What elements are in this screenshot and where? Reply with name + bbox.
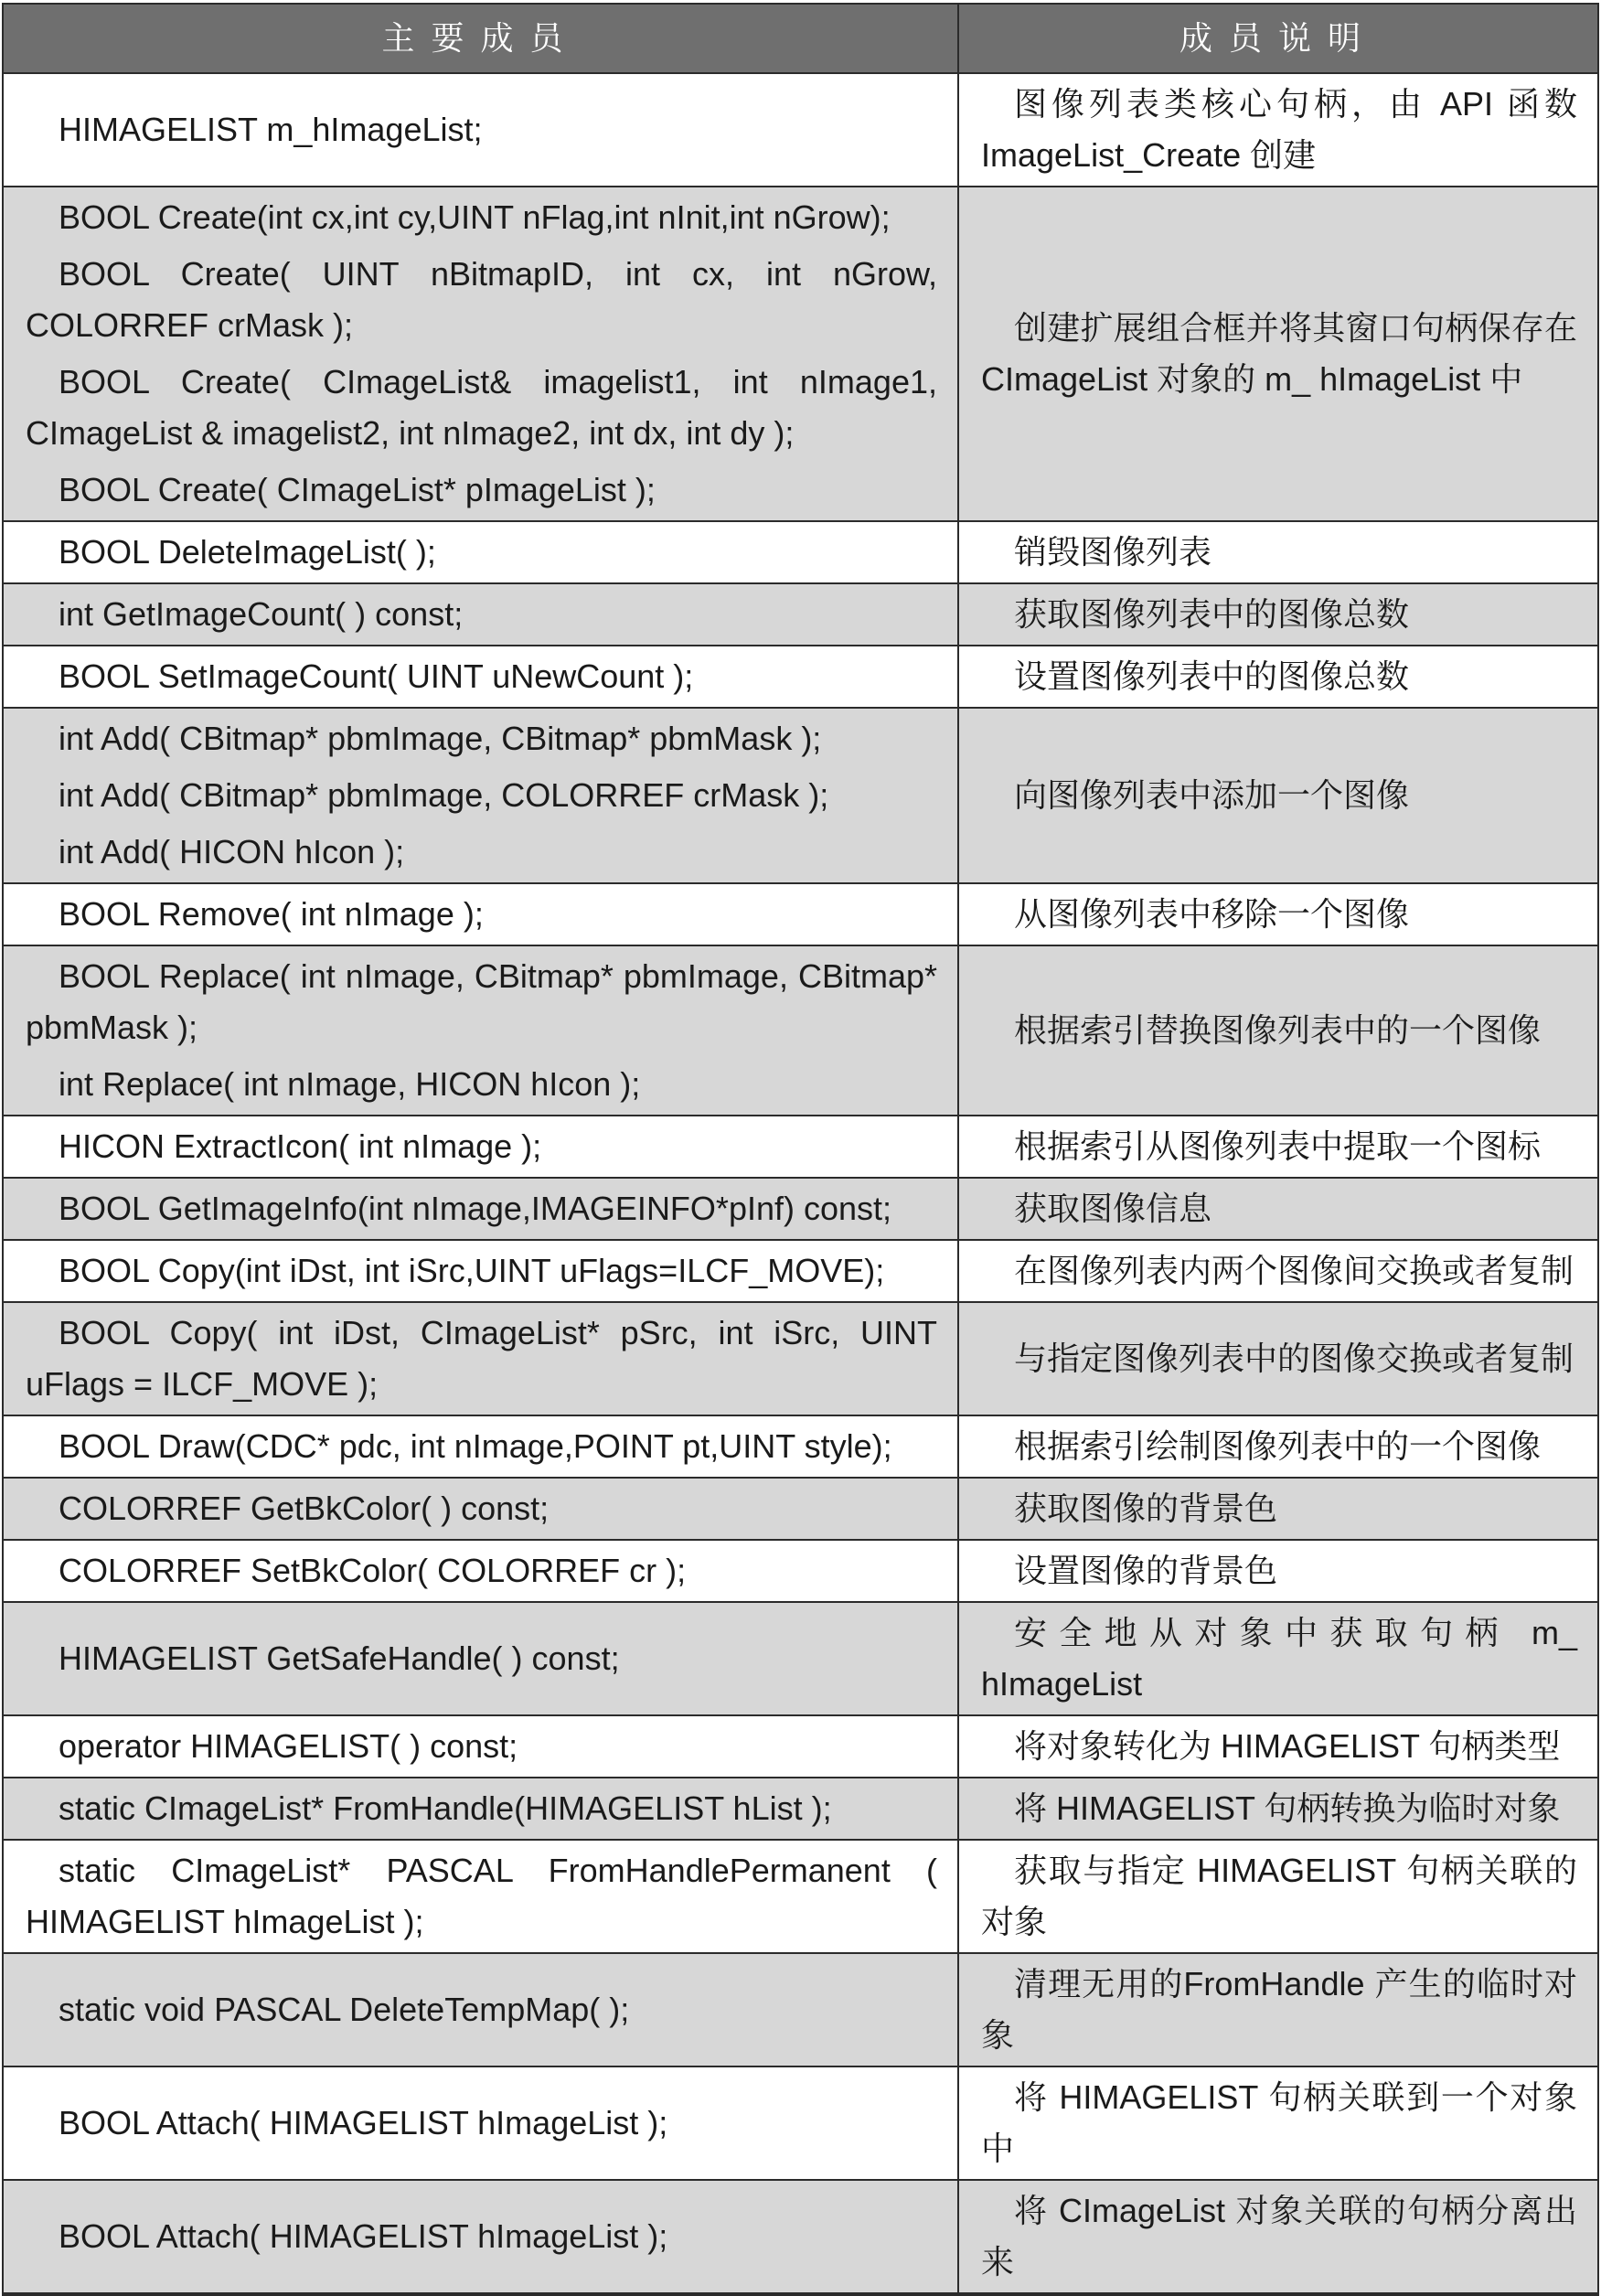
description-cell xyxy=(958,1302,1598,1415)
table-row xyxy=(3,1116,1598,1178)
member-line: operator HIMAGELIST( ) const; xyxy=(59,1727,518,1765)
description-cell xyxy=(958,883,1598,945)
member-line: BOOL Attach( HIMAGELIST hImageList ); xyxy=(59,2104,668,2141)
description-text: 创建扩展组合框并将其窗口句柄保存在 CImageList 对象的 m_ hImageList 中 xyxy=(981,309,1577,398)
member-line: int Add( CBitmap* pbmImage, COLORREF crMask ); xyxy=(59,776,829,814)
member-line: static void PASCAL DeleteTempMap( ); xyxy=(59,1991,630,2028)
member-line: BOOL GetImageInfo(int nImage,IMAGEINFO*pInf) const; xyxy=(59,1190,892,1227)
member-line: BOOL Draw(CDC* pdc, int nImage,POINT pt,UINT style); xyxy=(59,1427,892,1465)
member-line: static CImageList* PASCAL FromHandlePermanent ( HIMAGELIST hImageList ); xyxy=(26,1852,937,1940)
description-text: 获取图像信息 xyxy=(1014,1190,1212,1227)
member-cell xyxy=(3,1478,958,1540)
description-text: 将 HIMAGELIST 句柄转换为临时对象 xyxy=(1014,1789,1561,1827)
description-text: 获取与指定 HIMAGELIST 句柄关联的对象 xyxy=(981,1852,1577,1940)
member-cell xyxy=(3,2180,958,2294)
description-text: 销毁图像列表 xyxy=(1014,533,1212,571)
member-line: COLORREF SetBkColor( COLORREF cr ); xyxy=(59,1552,687,1589)
member-line: BOOL Create( UINT nBitmapID, int cx, int nGrow, COLORREF crMask ); xyxy=(26,255,937,344)
description-cell xyxy=(958,1178,1598,1240)
table-row xyxy=(3,883,1598,945)
table-row xyxy=(3,1240,1598,1302)
description-cell xyxy=(958,1953,1598,2066)
member-line: int GetImageCount( ) const; xyxy=(59,595,464,633)
member-line: static CImageList* FromHandle(HIMAGELIST hList ); xyxy=(59,1789,832,1827)
members-table xyxy=(2,3,1599,2296)
table-row xyxy=(3,1602,1598,1715)
description-cell xyxy=(958,1840,1598,1953)
member-cell xyxy=(3,1715,958,1778)
member-cell xyxy=(3,1778,958,1840)
member-line: BOOL DeleteImageList( ); xyxy=(59,533,436,571)
member-cell xyxy=(3,1302,958,1415)
member-cell xyxy=(3,1415,958,1478)
description-text: 获取图像的背景色 xyxy=(1014,1490,1278,1527)
table-row xyxy=(3,1840,1598,1953)
description-cell xyxy=(958,1778,1598,1840)
description-cell xyxy=(958,73,1598,187)
description-cell xyxy=(958,1415,1598,1478)
description-text: 图像列表类核心句柄，由 API 函数 ImageList_Create 创建 xyxy=(981,85,1577,174)
member-cell xyxy=(3,1178,958,1240)
member-line: BOOL Create( CImageList& imagelist1, int nImage1, CImageList & imagelist2, int nImage2, int dx, int dy ); xyxy=(26,363,937,452)
description-cell xyxy=(958,945,1598,1116)
member-line: COLORREF GetBkColor( ) const; xyxy=(59,1490,550,1527)
member-line: int Replace( int nImage, HICON hIcon ); xyxy=(59,1065,641,1103)
description-cell xyxy=(958,646,1598,708)
description-text: 向图像列表中添加一个图像 xyxy=(1014,776,1410,814)
member-line: BOOL Copy( int iDst, CImageList* pSrc, int iSrc, UINT uFlags = ILCF_MOVE ); xyxy=(26,1314,937,1403)
member-line: HICON ExtractIcon( int nImage ); xyxy=(59,1127,542,1165)
description-text: 根据索引绘制图像列表中的一个图像 xyxy=(1014,1427,1542,1465)
description-text: 从图像列表中移除一个图像 xyxy=(1014,895,1410,933)
description-cell xyxy=(958,708,1598,883)
description-text: 将对象转化为 HIMAGELIST 句柄类型 xyxy=(1014,1727,1561,1765)
member-cell xyxy=(3,1953,958,2066)
member-line: HIMAGELIST GetSafeHandle( ) const; xyxy=(59,1639,620,1677)
description-cell xyxy=(958,187,1598,521)
table-row xyxy=(3,1953,1598,2066)
table-row xyxy=(3,1715,1598,1778)
member-cell xyxy=(3,646,958,708)
member-line: BOOL Create( CImageList* pImageList ); xyxy=(59,471,656,508)
description-text: 将 CImageList 对象关联的句柄分离出来 xyxy=(981,2192,1577,2280)
description-cell xyxy=(958,1478,1598,1540)
description-cell xyxy=(958,521,1598,583)
description-cell xyxy=(958,1116,1598,1178)
member-cell xyxy=(3,521,958,583)
description-text: 根据索引替换图像列表中的一个图像 xyxy=(1014,1011,1542,1049)
description-cell xyxy=(958,2180,1598,2294)
table-row xyxy=(3,708,1598,883)
table-row xyxy=(3,521,1598,583)
member-cell xyxy=(3,1540,958,1602)
description-text: 根据索引从图像列表中提取一个图标 xyxy=(1014,1127,1542,1165)
member-cell xyxy=(3,583,958,646)
description-cell xyxy=(958,2066,1598,2180)
description-cell xyxy=(958,1240,1598,1302)
description-text: 与指定图像列表中的图像交换或者复制 xyxy=(1014,1340,1574,1377)
description-text: 将 HIMAGELIST 句柄关联到一个对象中 xyxy=(981,2078,1577,2167)
table-row xyxy=(3,2180,1598,2294)
member-cell xyxy=(3,2066,958,2180)
table-row xyxy=(3,1302,1598,1415)
description-text: 清理无用的FromHandle 产生的临时对象 xyxy=(981,1965,1577,2054)
description-text: 在图像列表内两个图像间交换或者复制 xyxy=(1014,1252,1574,1289)
description-cell xyxy=(958,1715,1598,1778)
member-line: int Add( CBitmap* pbmImage, CBitmap* pbmMask ); xyxy=(59,720,822,757)
member-cell xyxy=(3,708,958,883)
table-row xyxy=(3,583,1598,646)
description-text: 安全地从对象中获取句柄 m_ hImageList xyxy=(981,1614,1577,1703)
table-row xyxy=(3,1478,1598,1540)
member-cell xyxy=(3,945,958,1116)
member-cell xyxy=(3,1602,958,1715)
member-line: BOOL Copy(int iDst, int iSrc,UINT uFlags=ILCF_MOVE); xyxy=(59,1252,885,1289)
table-row xyxy=(3,1778,1598,1840)
description-cell xyxy=(958,1540,1598,1602)
member-cell xyxy=(3,1240,958,1302)
member-cell xyxy=(3,1116,958,1178)
description-text: 设置图像的背景色 xyxy=(1014,1552,1278,1589)
member-cell xyxy=(3,187,958,521)
table-row xyxy=(3,646,1598,708)
table-row xyxy=(3,1415,1598,1478)
member-cell xyxy=(3,883,958,945)
header-row xyxy=(3,4,1598,73)
table-row xyxy=(3,1540,1598,1602)
description-cell xyxy=(958,1602,1598,1715)
member-line: BOOL Attach( HIMAGELIST hImageList ); xyxy=(59,2217,668,2255)
description-text: 获取图像列表中的图像总数 xyxy=(1014,595,1410,633)
member-cell xyxy=(3,73,958,187)
member-line: BOOL Remove( int nImage ); xyxy=(59,895,484,933)
table-row xyxy=(3,2066,1598,2180)
description-text: 设置图像列表中的图像总数 xyxy=(1014,657,1410,695)
member-line: BOOL Create(int cx,int cy,UINT nFlag,int nInit,int nGrow); xyxy=(59,198,891,236)
member-line: int Add( HICON hIcon ); xyxy=(59,833,405,870)
member-cell xyxy=(3,1840,958,1953)
member-line: BOOL SetImageCount( UINT uNewCount ); xyxy=(59,657,694,695)
table-row xyxy=(3,945,1598,1116)
table-row xyxy=(3,73,1598,187)
table-row xyxy=(3,187,1598,521)
header-member: 主要成员 xyxy=(3,4,958,73)
header-description: 成员说明 xyxy=(958,4,1598,73)
member-line: HIMAGELIST m_hImageList; xyxy=(59,111,483,148)
member-line: BOOL Replace( int nImage, CBitmap* pbmImage, CBitmap* pbmMask ); xyxy=(26,957,937,1046)
table-row xyxy=(3,1178,1598,1240)
description-cell xyxy=(958,583,1598,646)
